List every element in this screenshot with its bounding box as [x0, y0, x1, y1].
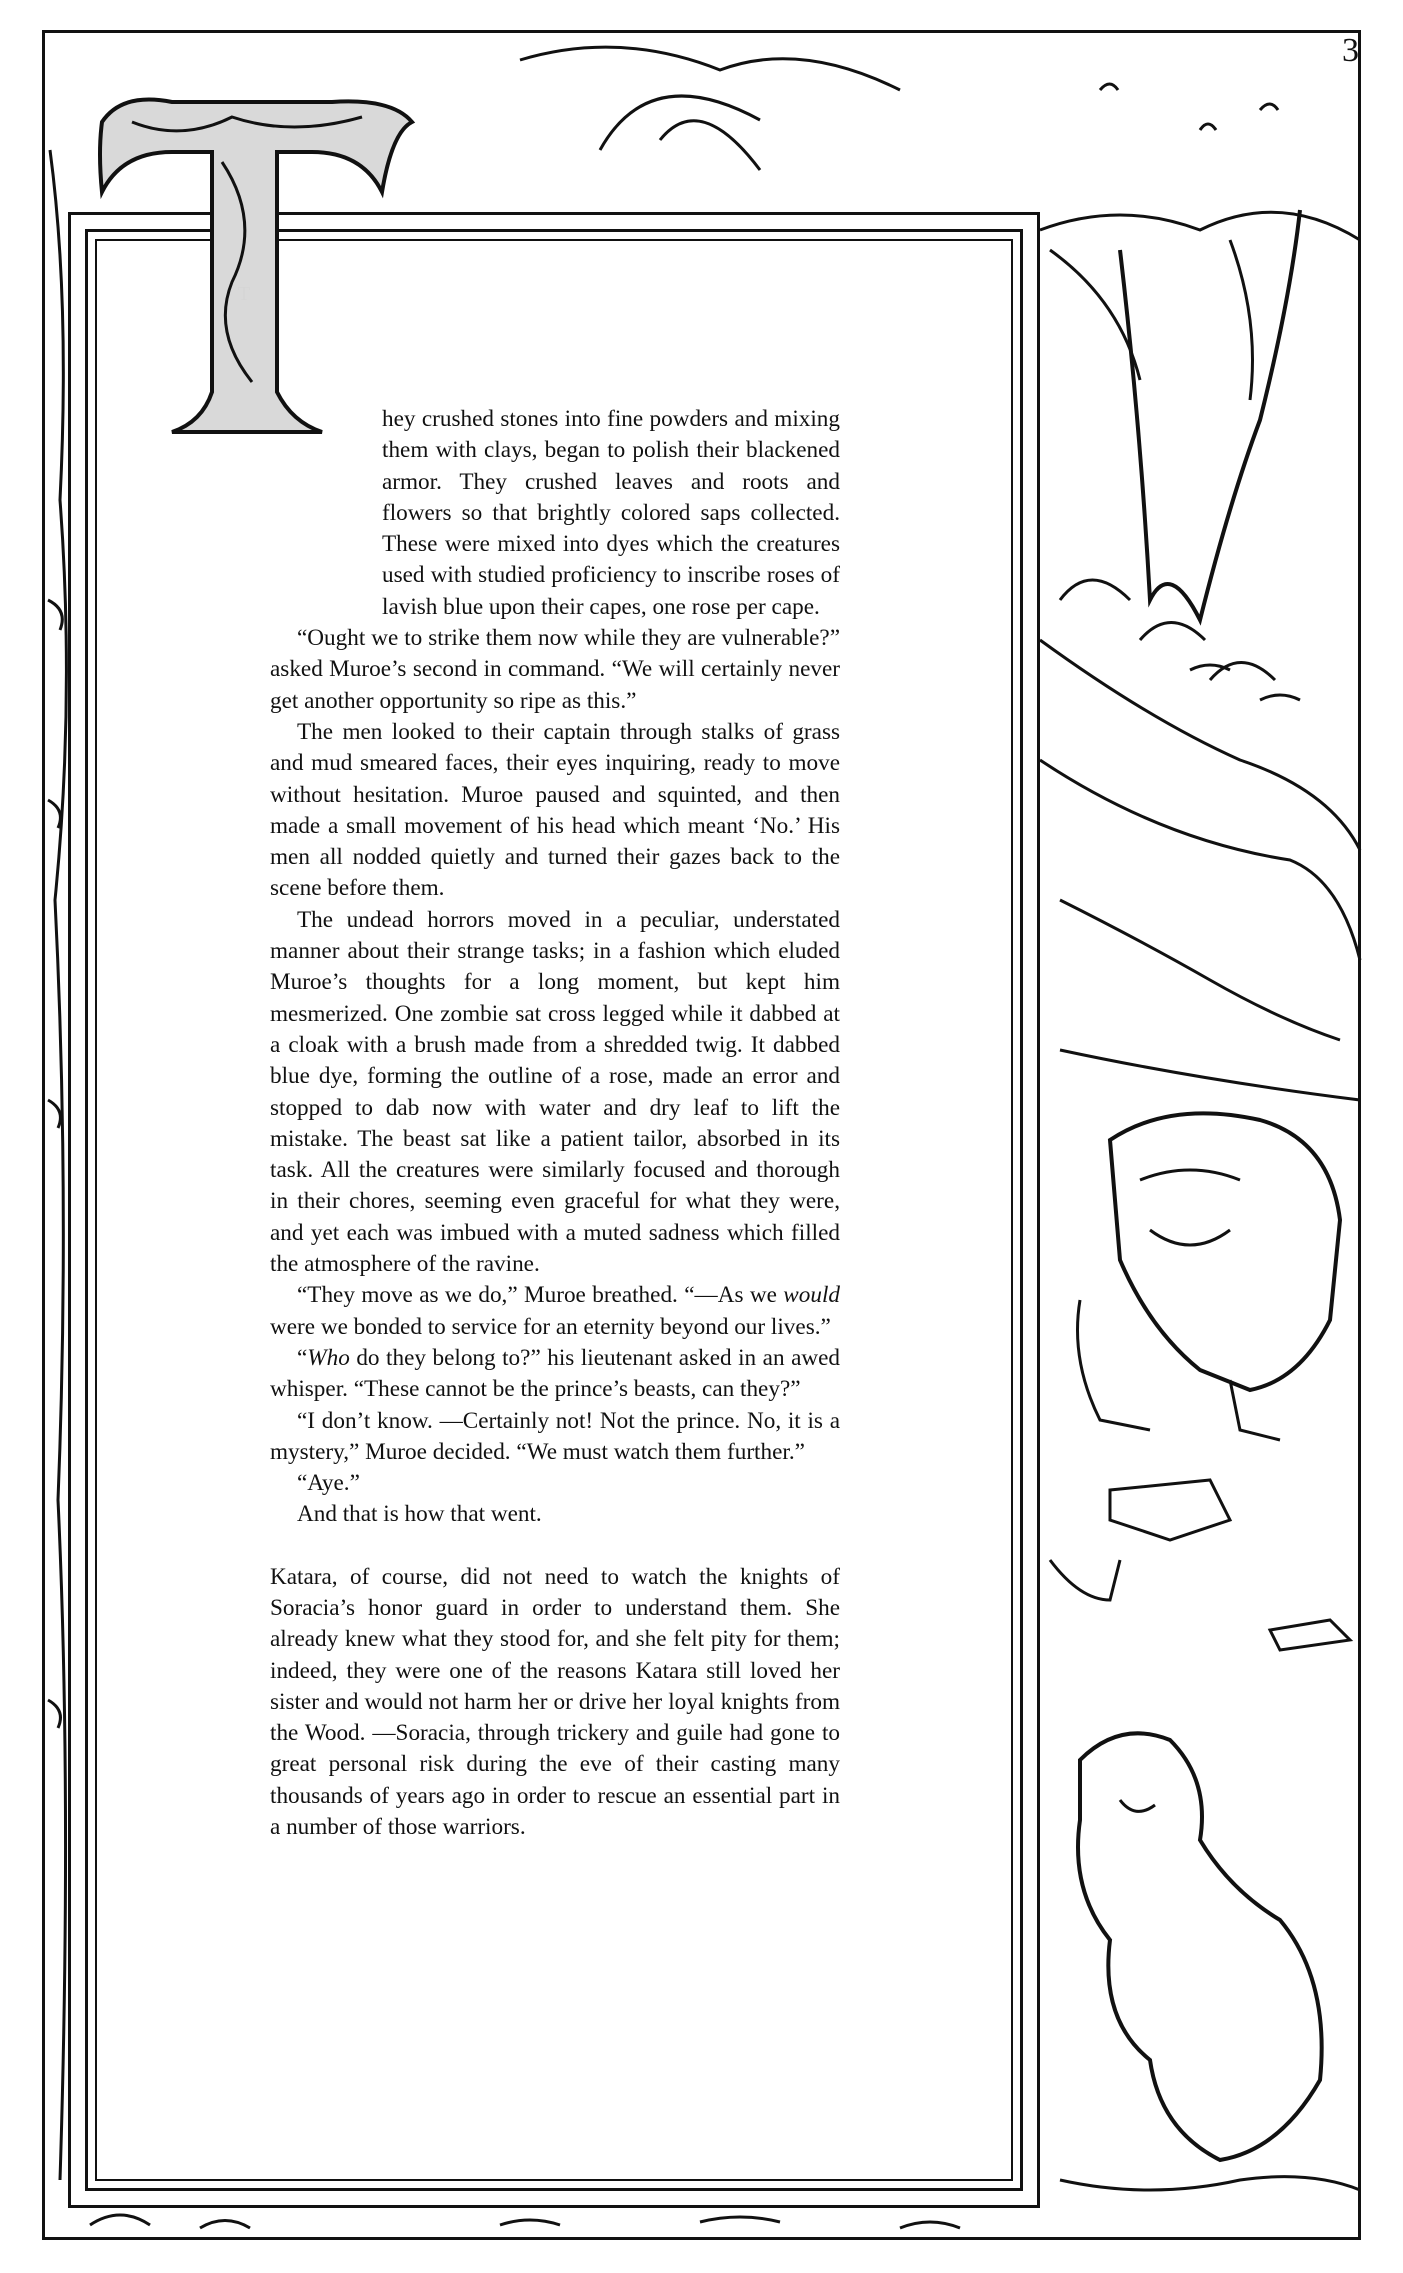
paragraph-5-em: would: [783, 1282, 840, 1309]
paragraph-5-a: “They move as we do,” Muroe breathed. “—As we: [297, 1282, 784, 1309]
paragraph-3: The men looked to their captain through stalks of grass and mud smeared faces, their eyes inquiring, ready to move without hesitation. Muroe paused and squinted, and then made a small movement of his head which meant ‘No.’ His men all nodded quietly and turned their gazes back to the scene before them.: [270, 718, 840, 902]
paragraph-7: “I don’t know. —Certainly not! Not the prince. No, it is a mystery,” Muroe decided. “We must watch them further.”: [270, 1407, 840, 1465]
paragraph-1: hey crushed stones into fine powders and mixing them with clays, began to polish their blackened armor. They crushed leaves and roots and flowers so that brightly colored saps collected. These were mixed into dyes which the creatures used with studied proficiency to inscribe roses of lavish blue upon their capes, one rose per cape.: [382, 406, 840, 620]
paragraph-2: “Ought we to strike them now while they are vulnerable?” asked Muroe’s second in command. “We will certainly never get another opportunity so ripe as this.”: [270, 625, 840, 714]
drop-cap-t: [62, 62, 422, 442]
page-number: 3: [1342, 32, 1359, 69]
paragraph-6-em: Who: [307, 1344, 350, 1371]
paragraph-10: Katara, of course, did not need to watch the knights of Soracia’s honor guard in order to understand them. She already knew what they stood for, and she felt pity for them; indeed, they were one of the reasons Katara still loved her sister and would not harm her or drive her loyal knights from the Wood. —Soracia, through trickery and guile had gone to great personal risk during the eve of their casting many thousands of years ago in order to rescue an essential part in a number of those warriors.: [270, 1563, 840, 1841]
paragraph-4: The undead horrors moved in a peculiar, understated manner about their strange tasks; in a fashion which eluded Muroe’s thoughts for a long moment, but kept him mesmerized. One zombie sat cross legged while it dabbed at a cloak with a brush made from a shredded twig. It dabbed blue dye, forming the outline of a rose, made an error and stopped to dab now with water and dry leaf to lift the mistake. The beast sat like a patient tailor, absorbed in its task. All the creatures were similarly focused and thorough in their chores, seeming even graceful for what they were, and yet each was imbued with a muted sadness which filled the atmosphere of the ravine.: [270, 906, 840, 1278]
paragraph-6-b: do they belong to?” his lieutenant asked in an awed whisper. “These cannot be the prince’s beasts, can they?”: [270, 1344, 840, 1403]
paragraph-5: [270, 1280, 840, 1343]
story-text: [270, 404, 840, 1843]
paragraph-5-b: were we bonded to service for an eternity beyond our lives.”: [270, 1313, 831, 1340]
paragraph-6: [270, 1343, 840, 1406]
paragraph-6-a: “: [297, 1344, 308, 1371]
paragraph-8: “Aye.”: [297, 1470, 360, 1497]
paragraph-9: And that is how that went.: [297, 1501, 542, 1528]
drop-cap-letter: [238, 283, 250, 305]
